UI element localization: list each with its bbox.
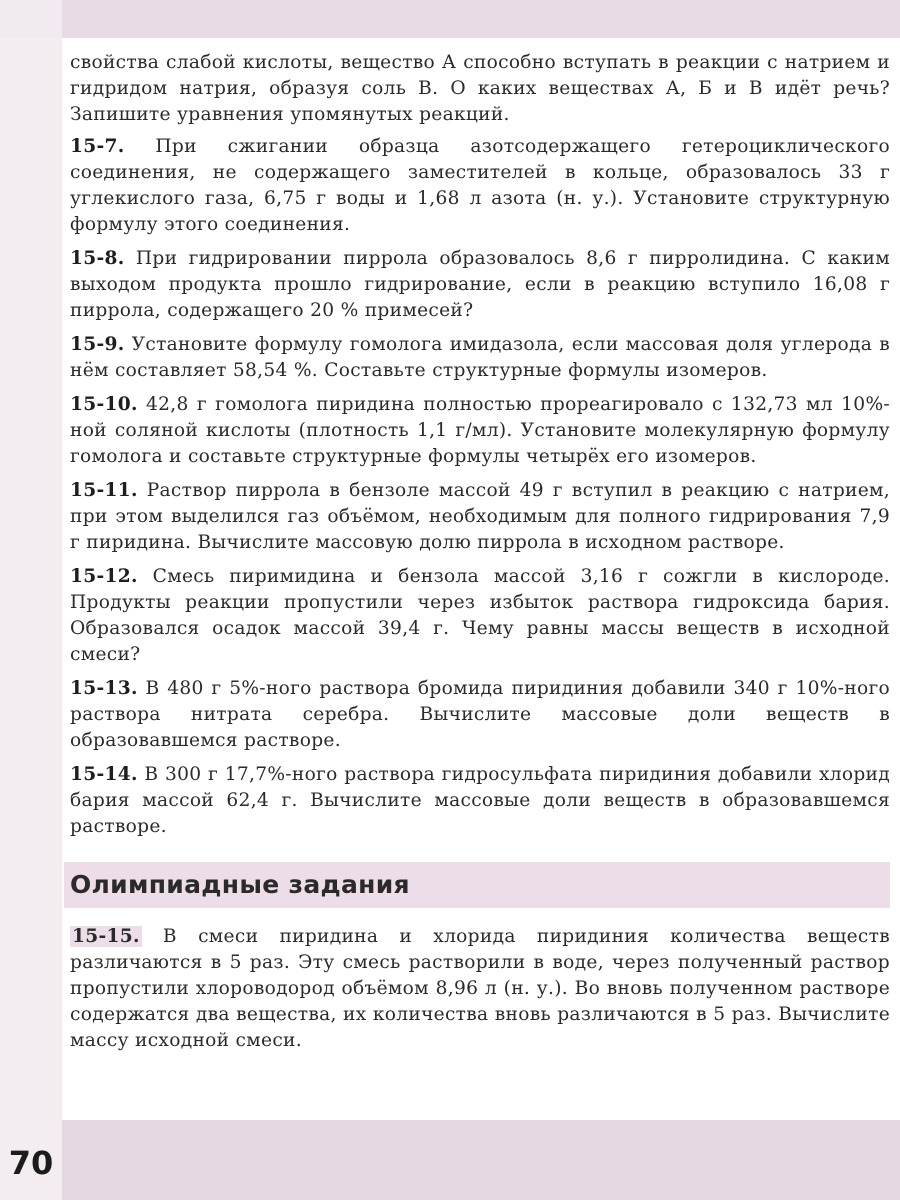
page-top-band — [0, 0, 900, 38]
page-content — [70, 50, 890, 1062]
problem-text: В смеси пиридина и хлорида пиридиния количества веществ различаются в 5 раз. Эту смесь растворили в воде, через полученный раствор пропустили хлороводород объёмом 8,96 л (н. у.). Во вновь полученном растворе содержатся два вещества, их количества вновь различаются в 5 раз. Вычислите массу исходной смеси. — [70, 926, 890, 1051]
problem-text: 42,8 г гомолога пиридина полностью прореагировало с 132,73 мл 10%-ной соляной кислоты (плотность 1,1 г/мл). Установите молекулярную формулу гомолога и составьте структурные формулы четырёх его изомеров. — [70, 394, 890, 467]
page-left-margin — [0, 38, 62, 1200]
problem-number: 15-9. — [70, 334, 125, 355]
page-top-left-corner — [0, 0, 62, 38]
intro-paragraph: свойства слабой кислоты, вещество А способно вступать в реакции с натрием и гидридом натрия, образуя соль В. О каких веществах А, Б и В идёт речь? Запишите уравнения упомянутых реакций. — [70, 52, 890, 125]
problem-number: 15-11. — [70, 480, 138, 501]
problem-15-12 — [70, 564, 890, 668]
problem-text: В 300 г 17,7%-ного раствора гидросульфата пиридиния добавили хлорид бария массой 62,4 г. Вычислите массовые доли веществ в образовавшемся растворе. — [70, 764, 890, 837]
problem-number: 15-12. — [70, 566, 138, 587]
problem-15-14 — [70, 762, 890, 840]
problem-15-15 — [70, 924, 890, 1054]
section-title: Олимпиадные задания — [70, 870, 410, 899]
problem-number: 15-15. — [72, 926, 140, 947]
page-number: 70 — [8, 1144, 54, 1182]
page-bottom-band — [62, 1120, 900, 1200]
problem-number: 15-14. — [70, 764, 138, 785]
problem-text: Смесь пиримидина и бензола массой 3,16 г сожгли в кислороде. Продукты реакции пропустили через избыток раствора гидроксида бария. Образовался осадок массой 39,4 г. Чему равны массы веществ в исходной смеси? — [70, 566, 890, 665]
problem-text: При сжигании образца азотсодержащего гетероциклического соединения, не содержащего заместителей в кольце, образовалось 33 г углекислого газа, 6,75 г воды и 1,68 л азота (н. у.). Установите структурную формулу этого соединения. — [70, 136, 890, 235]
problem-number: 15-10. — [70, 394, 138, 415]
problem-number: 15-7. — [70, 136, 125, 157]
section-banner — [64, 862, 890, 908]
problem-15-13 — [70, 676, 890, 754]
problem-text: При гидрировании пиррола образовалось 8,6 г пирролидина. С каким выходом продукта прошло гидрирование, если в реакцию вступило 16,08 г пиррола, содержащего 20 % примесей? — [70, 248, 890, 321]
problem-number: 15-8. — [70, 248, 125, 269]
problem-15-9 — [70, 332, 890, 384]
problem-text: Установите формулу гомолога имидазола, если массовая доля углерода в нём составляет 58,54 %. Составьте структурные формулы изомеров. — [70, 334, 890, 381]
problem-text: Раствор пиррола в бензоле массой 49 г вступил в реакцию с натрием, при этом выделился газ объёмом, необходимым для полного гидрирования 7,9 г пиридина. Вычислите массовую долю пиррола в исходном растворе. — [70, 480, 890, 553]
problem-text: В 480 г 5%-ного раствора бромида пиридиния добавили 340 г 10%-ного раствора нитрата серебра. Вычислите массовые доли веществ в образовавшемся растворе. — [70, 678, 890, 751]
problem-15-8 — [70, 246, 890, 324]
problem-15-7 — [70, 134, 890, 238]
problem-15-11 — [70, 478, 890, 556]
problem-number: 15-13. — [70, 678, 138, 699]
problem-15-10 — [70, 392, 890, 470]
